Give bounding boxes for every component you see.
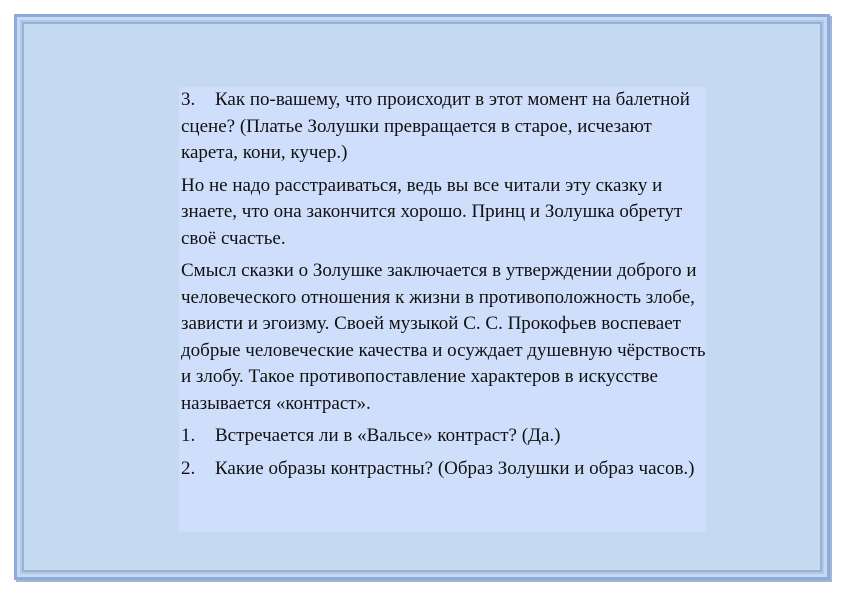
slide-frame	[14, 14, 830, 580]
list-number: 3.	[181, 89, 196, 110]
paragraph-reassurance	[181, 173, 706, 253]
list-number: 1.	[181, 425, 196, 446]
list-number: 2.	[181, 457, 196, 479]
paragraph-text: Но не надо расстраиваться, ведь вы все читали эту сказку и знаете, что она закончится хорошо. Принц и Золушка обретут своё счастье.	[181, 174, 683, 249]
paragraph-text: Какие образы контрастны? (Образ Золушки и образ часов.)	[215, 457, 695, 479]
paragraph-text: Как по-вашему, что происходит в этот момент на балетной сцене? (Платье Золушки превращается в старое, исчезают карета, кони, кучер.)	[181, 89, 690, 163]
paragraph-question-3	[181, 87, 706, 167]
paragraph-meaning	[181, 258, 706, 417]
paragraph-question-2	[181, 456, 706, 483]
paragraph-text: Встречается ли в «Вальсе» контраст? (Да.)	[215, 425, 561, 446]
paragraph-question-1	[181, 423, 706, 450]
text-box	[179, 87, 706, 532]
paragraph-text: Смысл сказки о Золушке заключается в утверждении доброго и человеческого отношения к жизни в противоположность злобе, зависти и эгоизму. Своей музыкой С. С. Прокофьев воспевает добрые человеческие качества и осуждает душевную чёрствость и злобу. Такое противопоставление характеров в искусстве называется «контраст».	[181, 260, 706, 414]
